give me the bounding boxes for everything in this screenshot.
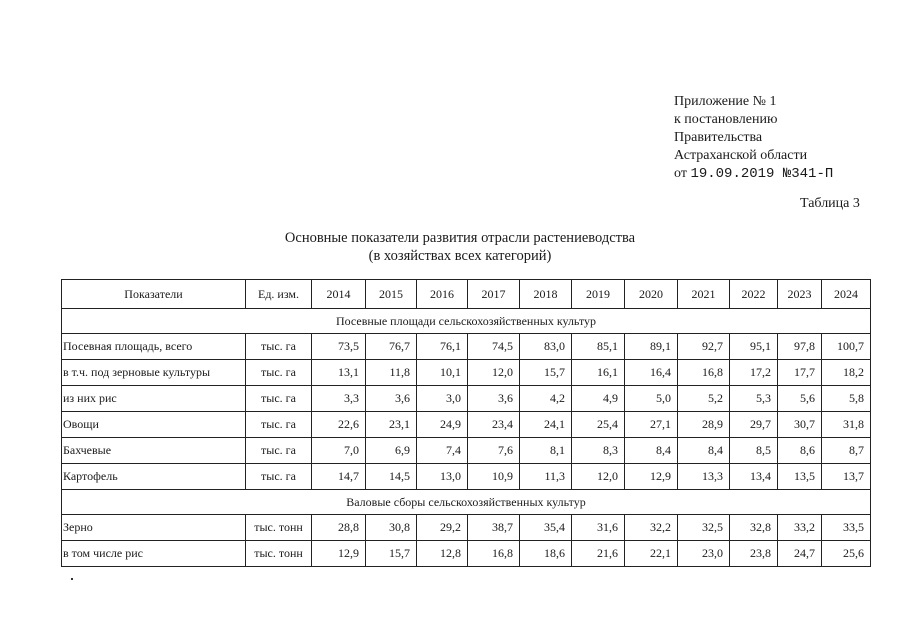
annex-header (674, 93, 833, 183)
value-cell: 76,7 (366, 334, 417, 360)
value-cell: 73,5 (312, 334, 366, 360)
value-cell: 30,7 (778, 412, 822, 438)
value-cell: 35,4 (520, 515, 572, 541)
value-cell: 13,1 (312, 360, 366, 386)
value-cell: 32,8 (730, 515, 778, 541)
value-cell: 8,1 (520, 438, 572, 464)
value-cell: 18,2 (822, 360, 871, 386)
indicator-cell: Посевная площадь, всего (62, 334, 246, 360)
value-cell: 12,8 (417, 541, 468, 567)
value-cell: 14,5 (366, 464, 417, 490)
value-cell: 10,1 (417, 360, 468, 386)
value-cell: 24,9 (417, 412, 468, 438)
value-cell: 23,4 (468, 412, 520, 438)
section-title: Валовые сборы сельскохозяйственных культур (62, 490, 871, 515)
value-cell: 74,5 (468, 334, 520, 360)
indicator-cell: в т.ч. под зерновые культуры (62, 360, 246, 386)
table-row (62, 360, 871, 386)
value-cell: 22,6 (312, 412, 366, 438)
value-cell: 8,7 (822, 438, 871, 464)
value-cell: 33,5 (822, 515, 871, 541)
value-cell: 11,8 (366, 360, 417, 386)
value-cell: 5,0 (625, 386, 678, 412)
value-cell: 21,6 (572, 541, 625, 567)
annex-date-stamp: 19.09.2019 №341-П (690, 166, 834, 182)
table-header (62, 280, 871, 309)
value-cell: 5,3 (730, 386, 778, 412)
scan-speck (71, 578, 73, 580)
value-cell: 5,8 (822, 386, 871, 412)
value-cell: 12,0 (572, 464, 625, 490)
value-cell: 3,0 (417, 386, 468, 412)
header-cell-unit: Ед. изм. (246, 280, 312, 309)
value-cell: 3,3 (312, 386, 366, 412)
value-cell: 13,4 (730, 464, 778, 490)
value-cell: 8,5 (730, 438, 778, 464)
section-row (62, 309, 871, 334)
value-cell: 15,7 (520, 360, 572, 386)
header-cell-year: 2019 (572, 280, 625, 309)
indicator-cell: из них рис (62, 386, 246, 412)
table-row (62, 464, 871, 490)
value-cell: 12,9 (312, 541, 366, 567)
value-cell: 8,6 (778, 438, 822, 464)
value-cell: 5,6 (778, 386, 822, 412)
unit-cell: тыс. га (246, 386, 312, 412)
header-cell-indicator: Показатели (62, 280, 246, 309)
unit-cell: тыс. га (246, 438, 312, 464)
header-cell-year: 2016 (417, 280, 468, 309)
value-cell: 3,6 (468, 386, 520, 412)
value-cell: 7,6 (468, 438, 520, 464)
header-cell-year: 2022 (730, 280, 778, 309)
value-cell: 7,4 (417, 438, 468, 464)
value-cell: 23,0 (678, 541, 730, 567)
value-cell: 83,0 (520, 334, 572, 360)
value-cell: 8,4 (678, 438, 730, 464)
value-cell: 13,5 (778, 464, 822, 490)
value-cell: 16,1 (572, 360, 625, 386)
value-cell: 12,0 (468, 360, 520, 386)
unit-cell: тыс. га (246, 464, 312, 490)
annex-date-prefix: от (674, 166, 687, 181)
value-cell: 4,2 (520, 386, 572, 412)
header-cell-year: 2017 (468, 280, 520, 309)
value-cell: 33,2 (778, 515, 822, 541)
value-cell: 13,7 (822, 464, 871, 490)
value-cell: 85,1 (572, 334, 625, 360)
value-cell: 27,1 (625, 412, 678, 438)
unit-cell: тыс. тонн (246, 515, 312, 541)
annex-date-line (674, 165, 833, 183)
annex-line: Астраханской области (674, 148, 808, 163)
value-cell: 12,9 (625, 464, 678, 490)
value-cell: 7,0 (312, 438, 366, 464)
table-body (62, 309, 871, 567)
unit-cell: тыс. тонн (246, 541, 312, 567)
title-line: Основные показатели развития отрасли растениеводства (284, 230, 636, 246)
value-cell: 24,1 (520, 412, 572, 438)
value-cell: 17,7 (778, 360, 822, 386)
value-cell: 31,6 (572, 515, 625, 541)
value-cell: 8,4 (625, 438, 678, 464)
value-cell: 25,4 (572, 412, 625, 438)
value-cell: 17,2 (730, 360, 778, 386)
value-cell: 29,2 (417, 515, 468, 541)
value-cell: 28,9 (678, 412, 730, 438)
table-row (62, 334, 871, 360)
value-cell: 16,8 (678, 360, 730, 386)
value-cell: 32,2 (625, 515, 678, 541)
value-cell: 4,9 (572, 386, 625, 412)
section-row (62, 490, 871, 515)
value-cell: 3,6 (366, 386, 417, 412)
table-row (62, 412, 871, 438)
value-cell: 89,1 (625, 334, 678, 360)
indicator-cell: Зерно (62, 515, 246, 541)
value-cell: 16,4 (625, 360, 678, 386)
value-cell: 25,6 (822, 541, 871, 567)
annex-line: Приложение № 1 (674, 94, 777, 109)
value-cell: 13,3 (678, 464, 730, 490)
value-cell: 29,7 (730, 412, 778, 438)
value-cell: 23,8 (730, 541, 778, 567)
annex-line: к постановлению (674, 112, 778, 127)
value-cell: 5,2 (678, 386, 730, 412)
unit-cell: тыс. га (246, 412, 312, 438)
value-cell: 10,9 (468, 464, 520, 490)
value-cell: 24,7 (778, 541, 822, 567)
table-number: Таблица 3 (800, 196, 860, 211)
header-cell-year: 2015 (366, 280, 417, 309)
section-title: Посевные площади сельскохозяйственных культур (62, 309, 871, 334)
indicator-cell: Овощи (62, 412, 246, 438)
indicators-table (61, 279, 871, 567)
indicator-cell: Бахчевые (62, 438, 246, 464)
table-row (62, 438, 871, 464)
value-cell: 30,8 (366, 515, 417, 541)
table-row (62, 386, 871, 412)
value-cell: 100,7 (822, 334, 871, 360)
title-subline: (в хозяйствах всех категорий) (368, 248, 552, 264)
value-cell: 76,1 (417, 334, 468, 360)
document-title (160, 229, 760, 265)
value-cell: 38,7 (468, 515, 520, 541)
header-cell-year: 2023 (778, 280, 822, 309)
value-cell: 28,8 (312, 515, 366, 541)
header-cell-year: 2024 (822, 280, 871, 309)
indicator-cell: Картофель (62, 464, 246, 490)
value-cell: 16,8 (468, 541, 520, 567)
table-row (62, 541, 871, 567)
value-cell: 23,1 (366, 412, 417, 438)
value-cell: 32,5 (678, 515, 730, 541)
value-cell: 31,8 (822, 412, 871, 438)
value-cell: 15,7 (366, 541, 417, 567)
unit-cell: тыс. га (246, 334, 312, 360)
value-cell: 11,3 (520, 464, 572, 490)
value-cell: 22,1 (625, 541, 678, 567)
header-cell-year: 2014 (312, 280, 366, 309)
header-row (62, 280, 871, 309)
annex-line: Правительства (674, 130, 763, 145)
table-row (62, 515, 871, 541)
header-cell-year: 2020 (625, 280, 678, 309)
indicator-cell: в том числе рис (62, 541, 246, 567)
unit-cell: тыс. га (246, 360, 312, 386)
header-cell-year: 2021 (678, 280, 730, 309)
value-cell: 97,8 (778, 334, 822, 360)
value-cell: 6,9 (366, 438, 417, 464)
value-cell: 18,6 (520, 541, 572, 567)
header-cell-year: 2018 (520, 280, 572, 309)
value-cell: 14,7 (312, 464, 366, 490)
value-cell: 92,7 (678, 334, 730, 360)
value-cell: 8,3 (572, 438, 625, 464)
value-cell: 95,1 (730, 334, 778, 360)
value-cell: 13,0 (417, 464, 468, 490)
